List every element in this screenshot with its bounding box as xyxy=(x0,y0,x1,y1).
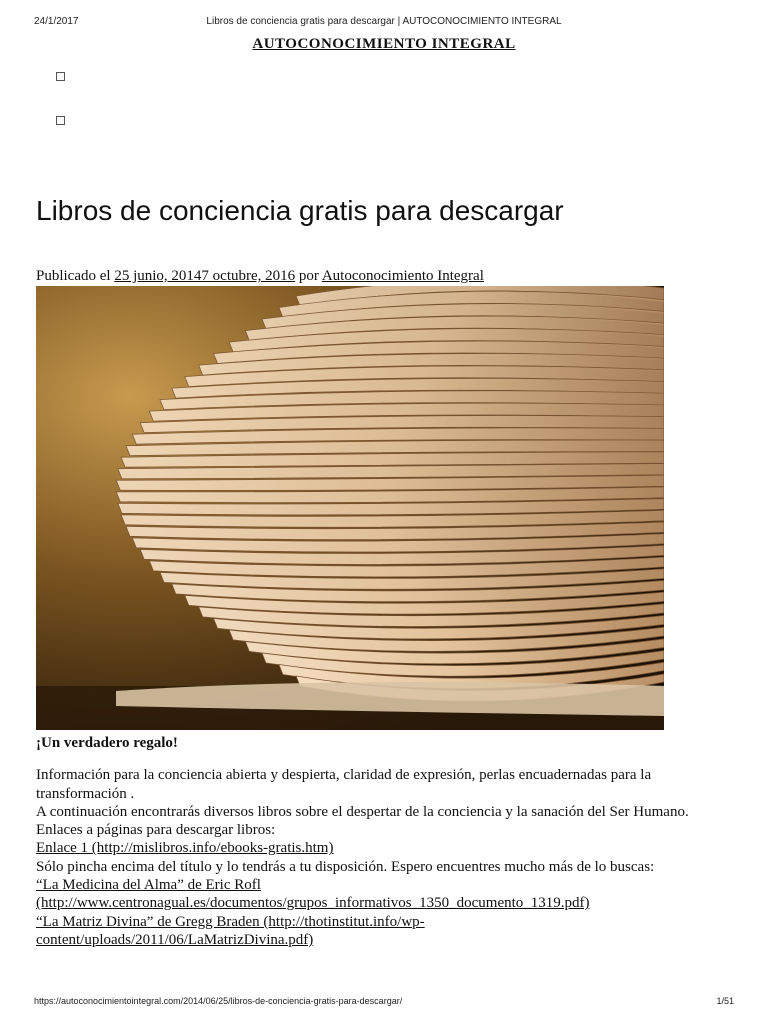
meta-published-prefix: Publicado el xyxy=(36,268,111,284)
post-meta xyxy=(36,268,484,285)
post-content xyxy=(36,734,736,949)
post-title: Libros de conciencia gratis para descargar xyxy=(36,195,564,226)
hero-image xyxy=(36,286,664,730)
lead-text: ¡Un verdadero regalo! xyxy=(36,735,178,751)
print-date: 24/1/2017 xyxy=(34,16,79,27)
download-link-1[interactable]: Enlace 1 (http://mislibros.info/ebooks-gratis.htm) xyxy=(36,840,334,857)
print-doc-title: Libros de conciencia gratis para descargar | AUTOCONOCIMIENTO INTEGRAL xyxy=(206,16,562,27)
print-footer xyxy=(34,996,734,1006)
print-url: https://autoconocimientointegral.com/2014/06/25/libros-de-conciencia-gratis-para-descargar/ xyxy=(34,996,403,1006)
menu-checkbox-icon[interactable] xyxy=(56,116,65,125)
book-link-matriz-divina-url[interactable]: content/uploads/2011/06/LaMatrizDivina.pdf) xyxy=(36,931,314,948)
book-link-matriz-divina[interactable]: “La Matriz Divina” de Gregg Braden (http://thotinstitut.info/wp- xyxy=(36,913,425,930)
meta-author-link[interactable]: Autoconocimiento Integral xyxy=(321,268,484,284)
meta-by: por xyxy=(298,268,319,284)
book-link-medicina-del-alma[interactable]: “La Medicina del Alma” de Eric Rofl xyxy=(36,877,261,894)
print-page-number: 1/51 xyxy=(716,996,734,1006)
paragraph: A continuación encontrarás diversos libros sobre el despertar de la conciencia y la sanación del Ser Humano. xyxy=(36,803,689,820)
paragraph: Información para la conciencia abierta y despierta, claridad de expresión, perlas encuadernadas para la transformación . xyxy=(36,767,652,802)
meta-date-link[interactable]: 25 junio, 20147 octubre, 2016 xyxy=(114,268,296,284)
print-header xyxy=(34,16,734,27)
paragraph: Sólo pincha encima del título y lo tendrás a tu disposición. Espero encuentres mucho más de lo buscas: xyxy=(36,858,655,875)
book-link-medicina-del-alma-url[interactable]: (http://www.centronagual.es/documentos/grupos_informativos_1350_documento_1319.pdf) xyxy=(36,895,590,912)
book-pages-illustration xyxy=(36,286,664,730)
site-title[interactable]: AUTOCONOCIMIENTO INTEGRAL xyxy=(252,36,516,52)
paragraph: Enlaces a páginas para descargar libros: xyxy=(36,822,276,839)
menu-checkbox-icon[interactable] xyxy=(56,72,65,81)
